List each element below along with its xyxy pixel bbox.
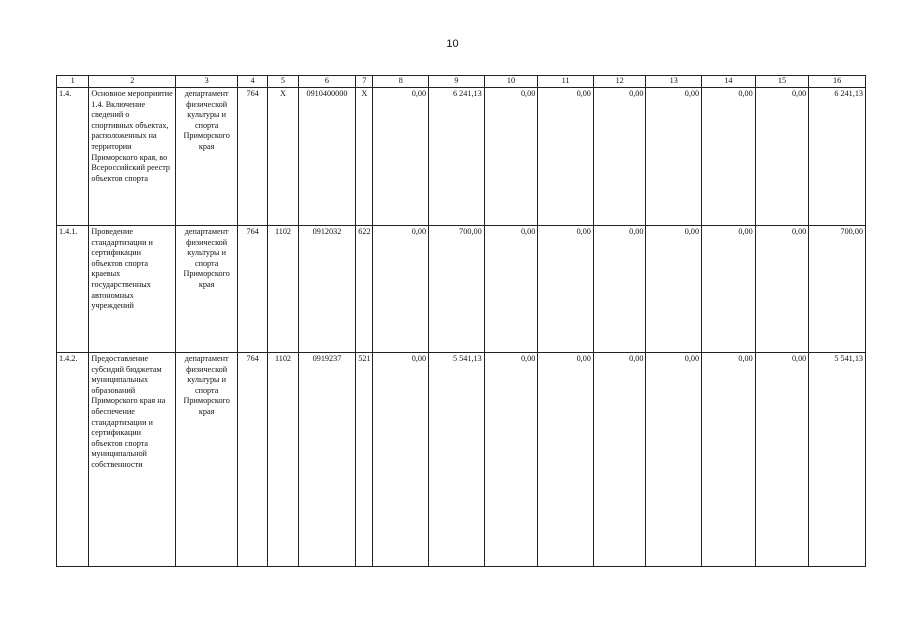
value-cell: 0,00 [702,88,756,226]
budget-table [56,75,866,567]
value-cell: 0,00 [646,88,702,226]
value-cell: 0,00 [484,353,538,567]
row-number: 1.4.1. [57,226,89,353]
value-cell: 5 541,13 [809,353,866,567]
header-cell: 11 [538,76,594,88]
page-number: 10 [446,38,459,50]
table-header-row [57,76,866,88]
row-number: 1.4. [57,88,89,226]
value-cell: 0,00 [538,353,594,567]
value-cell: 0,00 [538,88,594,226]
header-cell: 6 [298,76,356,88]
table-row [57,88,866,226]
header-cell: 16 [809,76,866,88]
rzpr-code: 1102 [268,353,298,567]
grbs-code: 764 [237,226,267,353]
grbs-code: 764 [237,88,267,226]
value-cell: 0,00 [755,88,809,226]
value-cell: 0,00 [593,353,646,567]
value-cell: 0,00 [593,226,646,353]
header-cell: 14 [702,76,756,88]
value-cell: 0,00 [755,353,809,567]
value-cell: 0,00 [484,226,538,353]
header-cell: 1 [57,76,89,88]
executor: департамент физической культуры и спорта Приморского края [176,353,238,567]
header-cell: 3 [176,76,238,88]
value-cell: 0,00 [373,88,429,226]
grbs-code: 764 [237,353,267,567]
value-cell: 5 541,13 [429,353,485,567]
measure-name: Основное мероприятие 1.4. Включение сведений о спортивных объектах, расположенных на территории Приморского края, во Всероссийский реестр объектов спорта [89,88,176,226]
value-cell: 0,00 [702,226,756,353]
csr-code: 0910400000 [298,88,356,226]
csr-code: 0919237 [298,353,356,567]
vr-code: Х [356,88,373,226]
value-cell: 0,00 [538,226,594,353]
row-number: 1.4.2. [57,353,89,567]
header-cell: 9 [429,76,485,88]
header-cell: 4 [237,76,267,88]
value-cell: 0,00 [702,353,756,567]
vr-code: 521 [356,353,373,567]
value-cell: 0,00 [484,88,538,226]
table-row [57,353,866,567]
header-cell: 8 [373,76,429,88]
value-cell: 6 241,13 [809,88,866,226]
value-cell: 0,00 [373,353,429,567]
value-cell: 0,00 [646,226,702,353]
table-row [57,226,866,353]
value-cell: 0,00 [755,226,809,353]
executor: департамент физической культуры и спорта Приморского края [176,88,238,226]
header-cell: 12 [593,76,646,88]
vr-code: 622 [356,226,373,353]
measure-name: Проведение стандартизации и сертификации объектов спорта краевых государственных автономных учреждений [89,226,176,353]
value-cell: 700,00 [809,226,866,353]
rzpr-code: 1102 [268,226,298,353]
header-cell: 5 [268,76,298,88]
csr-code: 0912032 [298,226,356,353]
header-cell: 15 [755,76,809,88]
header-cell: 7 [356,76,373,88]
value-cell: 700,00 [429,226,485,353]
header-cell: 2 [89,76,176,88]
header-cell: 10 [484,76,538,88]
value-cell: 0,00 [593,88,646,226]
rzpr-code: Х [268,88,298,226]
executor: департамент физической культуры и спорта Приморского края [176,226,238,353]
measure-name: Предоставление субсидий бюджетам муниципальных образований Приморского края на обеспечение стандартизации и сертификации объектов спорта муниципальной собственности [89,353,176,567]
value-cell: 0,00 [373,226,429,353]
value-cell: 0,00 [646,353,702,567]
header-cell: 13 [646,76,702,88]
value-cell: 6 241,13 [429,88,485,226]
